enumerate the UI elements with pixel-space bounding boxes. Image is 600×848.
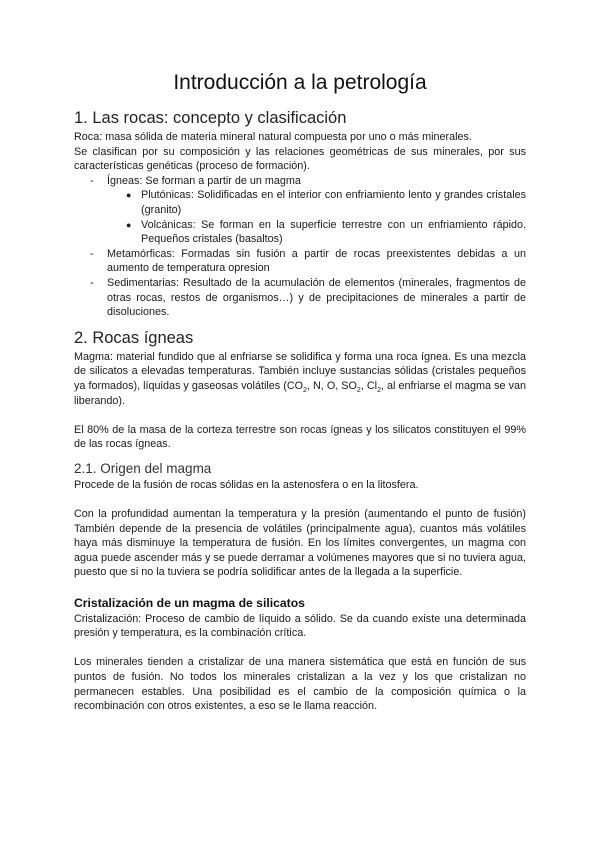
- section-1-heading: 1. Las rocas: concepto y clasificación: [74, 109, 347, 127]
- igneas-sublist: [107, 188, 526, 246]
- dash-bullet: -: [90, 276, 94, 289]
- dot-bullet: ●: [126, 219, 132, 230]
- list-item-metamorficas: [90, 247, 526, 276]
- profundidad-paragraph: Con la profundidad aumentan la temperatura y la presión (aumentando el punto de fusión) También depende de la presencia de volátiles (principalmente agua), cuantos más volátiles haya más disminuye la temperatura de fusión. En los límites convergentes, un magma con agua puede ascender más y se puede derramar a volúmenes mayores que si no tuviera agua, puesto que si no la tuviera se podría solidificar antes de la llegada a la superficie.: [74, 508, 526, 579]
- list-item-plutonicas: [126, 188, 526, 217]
- list-item-text: Metamórficas: Formadas sin fusión a partir de rocas preexistentes debidas a un aumento de temperatura opresion: [107, 247, 526, 275]
- dash-bullet: -: [90, 174, 94, 187]
- corteza-paragraph: El 80% de la masa de la corteza terrestre son rocas ígneas y los silicatos constituyen el 99% de las rocas ígneas.: [74, 423, 526, 451]
- list-item-sedimentarias: [90, 276, 526, 320]
- section-2-heading: 2. Rocas ígneas: [74, 328, 194, 347]
- magma-definition: Magma: material fundido que al enfriarse se solidifica y forma una roca ígnea. Es una mezcla de silicatos a elevadas temperaturas. También incluye sustancias sólidas (cristales pequeños ya formados), líquidas y gaseosas volátiles ($CO_2$, N, O, $SO_2$, $Cl_2$, al enfriarse el magma se van liberando).: [74, 350, 526, 407]
- dash-bullet: -: [90, 247, 94, 260]
- section-2-1-heading: 2.1. Origen del magma: [74, 460, 212, 476]
- list-item-text: Volcánicas: Se forman en la superficie terrestre con un enfriamiento rápido. Pequeños cristales (basaltos): [141, 218, 526, 246]
- list-item-text: Sedimentarias: Resultado de la acumulación de elementos (minerales, fragmentos de otras rocas, restos de organismos…) y de precipitaciones de minerales a partir de disoluciones.: [107, 276, 526, 319]
- list-item-text: Ígneas: Se forman a partir de un magma: [107, 174, 301, 187]
- clasificacion-paragraph: Se clasifican por su composición y las relaciones geométricas de sus minerales, por sus características genéticas (proceso de formación).: [74, 145, 526, 173]
- cristalizacion-heading: Cristalización de un magma de silicatos: [74, 595, 305, 610]
- document-title: Introducción a la petrología: [173, 71, 427, 94]
- roca-definition: Roca: masa sólida de materia mineral natural compuesta por uno o más minerales.: [74, 131, 472, 143]
- rock-types-list: [74, 174, 526, 320]
- dot-bullet: ●: [126, 190, 132, 201]
- list-item-volcanicas: [126, 218, 526, 247]
- minerales-paragraph: Los minerales tienden a cristalizar de una manera sistemática que está en función de sus puntos de fusión. No todos los minerales cristalizan a la vez y los que cristalizan no permanecen estables. Una posibilidad es el cambio de la composición química o la recombinación con otros existentes, a eso se le llama reacción.: [74, 656, 526, 713]
- list-item-text: Plutónicas: Solidificadas en el interior con enfriamiento lento y grandes cristales (granito): [141, 189, 526, 216]
- origen-paragraph: Procede de la fusión de rocas sólidas en la astenosfera o en la litosfera.: [74, 478, 419, 491]
- list-item-igneas: [90, 174, 526, 247]
- cristalizacion-definition: Cristalización: Proceso de cambio de líquido a sólido. Se da cuando existe una determinada presión y temperatura, es la combinación crítica.: [74, 612, 526, 640]
